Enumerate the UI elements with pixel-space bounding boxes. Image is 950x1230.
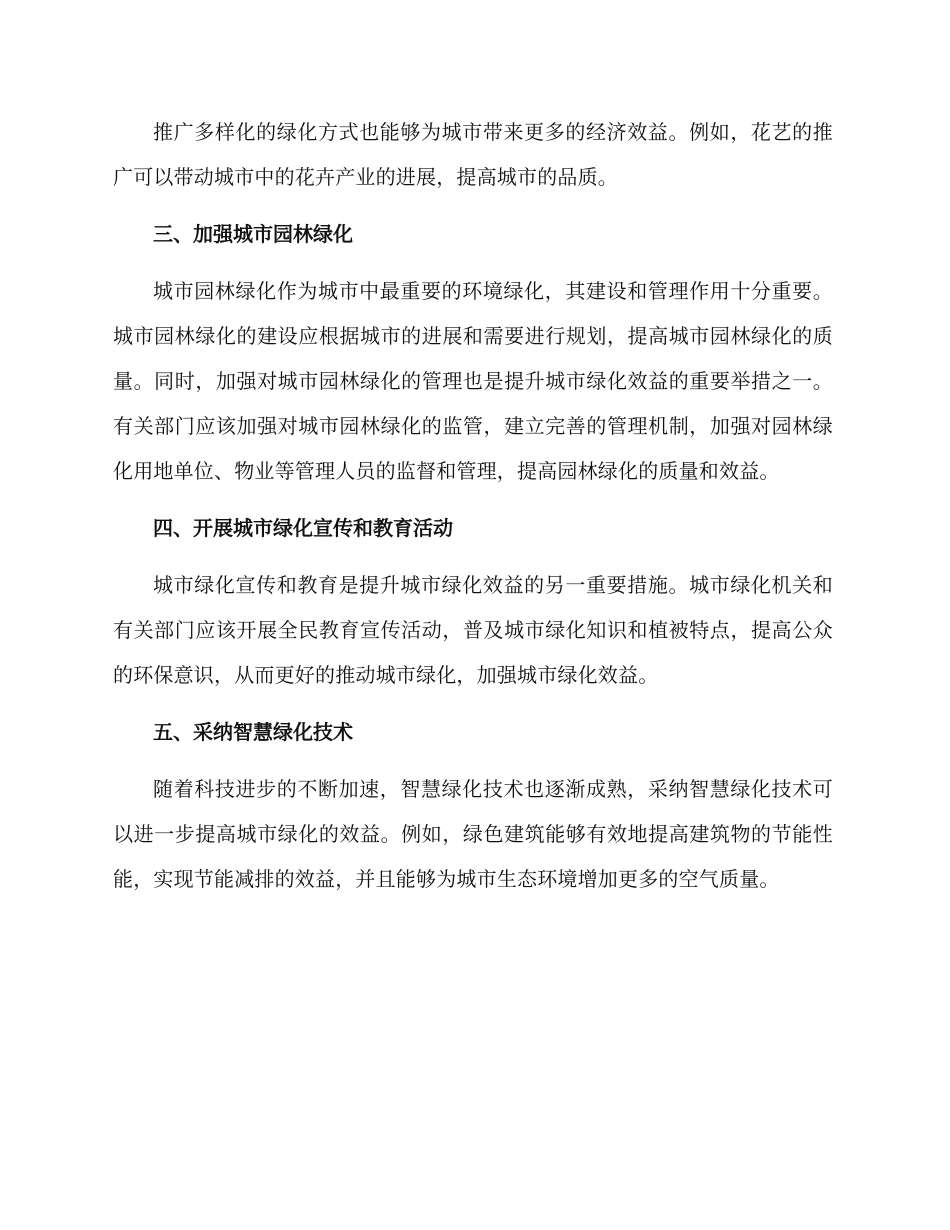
spacer xyxy=(113,257,833,269)
spacer xyxy=(113,200,833,212)
section-heading-5: 五、采纳智慧绿化技术 xyxy=(153,720,353,744)
spacer xyxy=(113,551,833,563)
document-page xyxy=(113,110,833,902)
paragraph-publicity-education: 城市绿化宣传和教育是提升城市绿化效益的另一重要措施。城市绿化机关和有关部门应该开展全民教育宣传活动，普及城市绿化知识和植被特点，提高公众的环保意识，从而更好的推动城市绿化，加强城市绿化效益。 xyxy=(113,573,833,687)
section-heading-3: 三、加强城市园林绿化 xyxy=(153,222,353,246)
spacer xyxy=(113,755,833,767)
spacer xyxy=(113,494,833,506)
spacer xyxy=(113,698,833,710)
paragraph-garden-greening: 城市园林绿化作为城市中最重要的环境绿化，其建设和管理作用十分重要。城市园林绿化的建设应根据城市的进展和需要进行规划，提高城市园林绿化的质量。同时，加强对城市园林绿化的管理也是提升城市绿化效益的重要举措之一。有关部门应该加强对城市园林绿化的监管，建立完善的管理机制，加强对园林绿化用地单位、物业等管理人员的监督和管理，提高园林绿化的质量和效益。 xyxy=(113,279,833,483)
section-heading-4: 四、开展城市绿化宣传和教育活动 xyxy=(153,516,453,540)
paragraph-diversified-greening: 推广多样化的绿化方式也能够为城市带来更多的经济效益。例如，花艺的推广可以带动城市中的花卉产业的进展，提高城市的品质。 xyxy=(113,120,833,189)
paragraph-smart-greening: 随着科技进步的不断加速，智慧绿化技术也逐渐成熟，采纳智慧绿化技术可以进一步提高城市绿化的效益。例如，绿色建筑能够有效地提高建筑物的节能性能，实现节能减排的效益，并且能够为城市生态环境增加更多的空气质量。 xyxy=(113,777,833,891)
